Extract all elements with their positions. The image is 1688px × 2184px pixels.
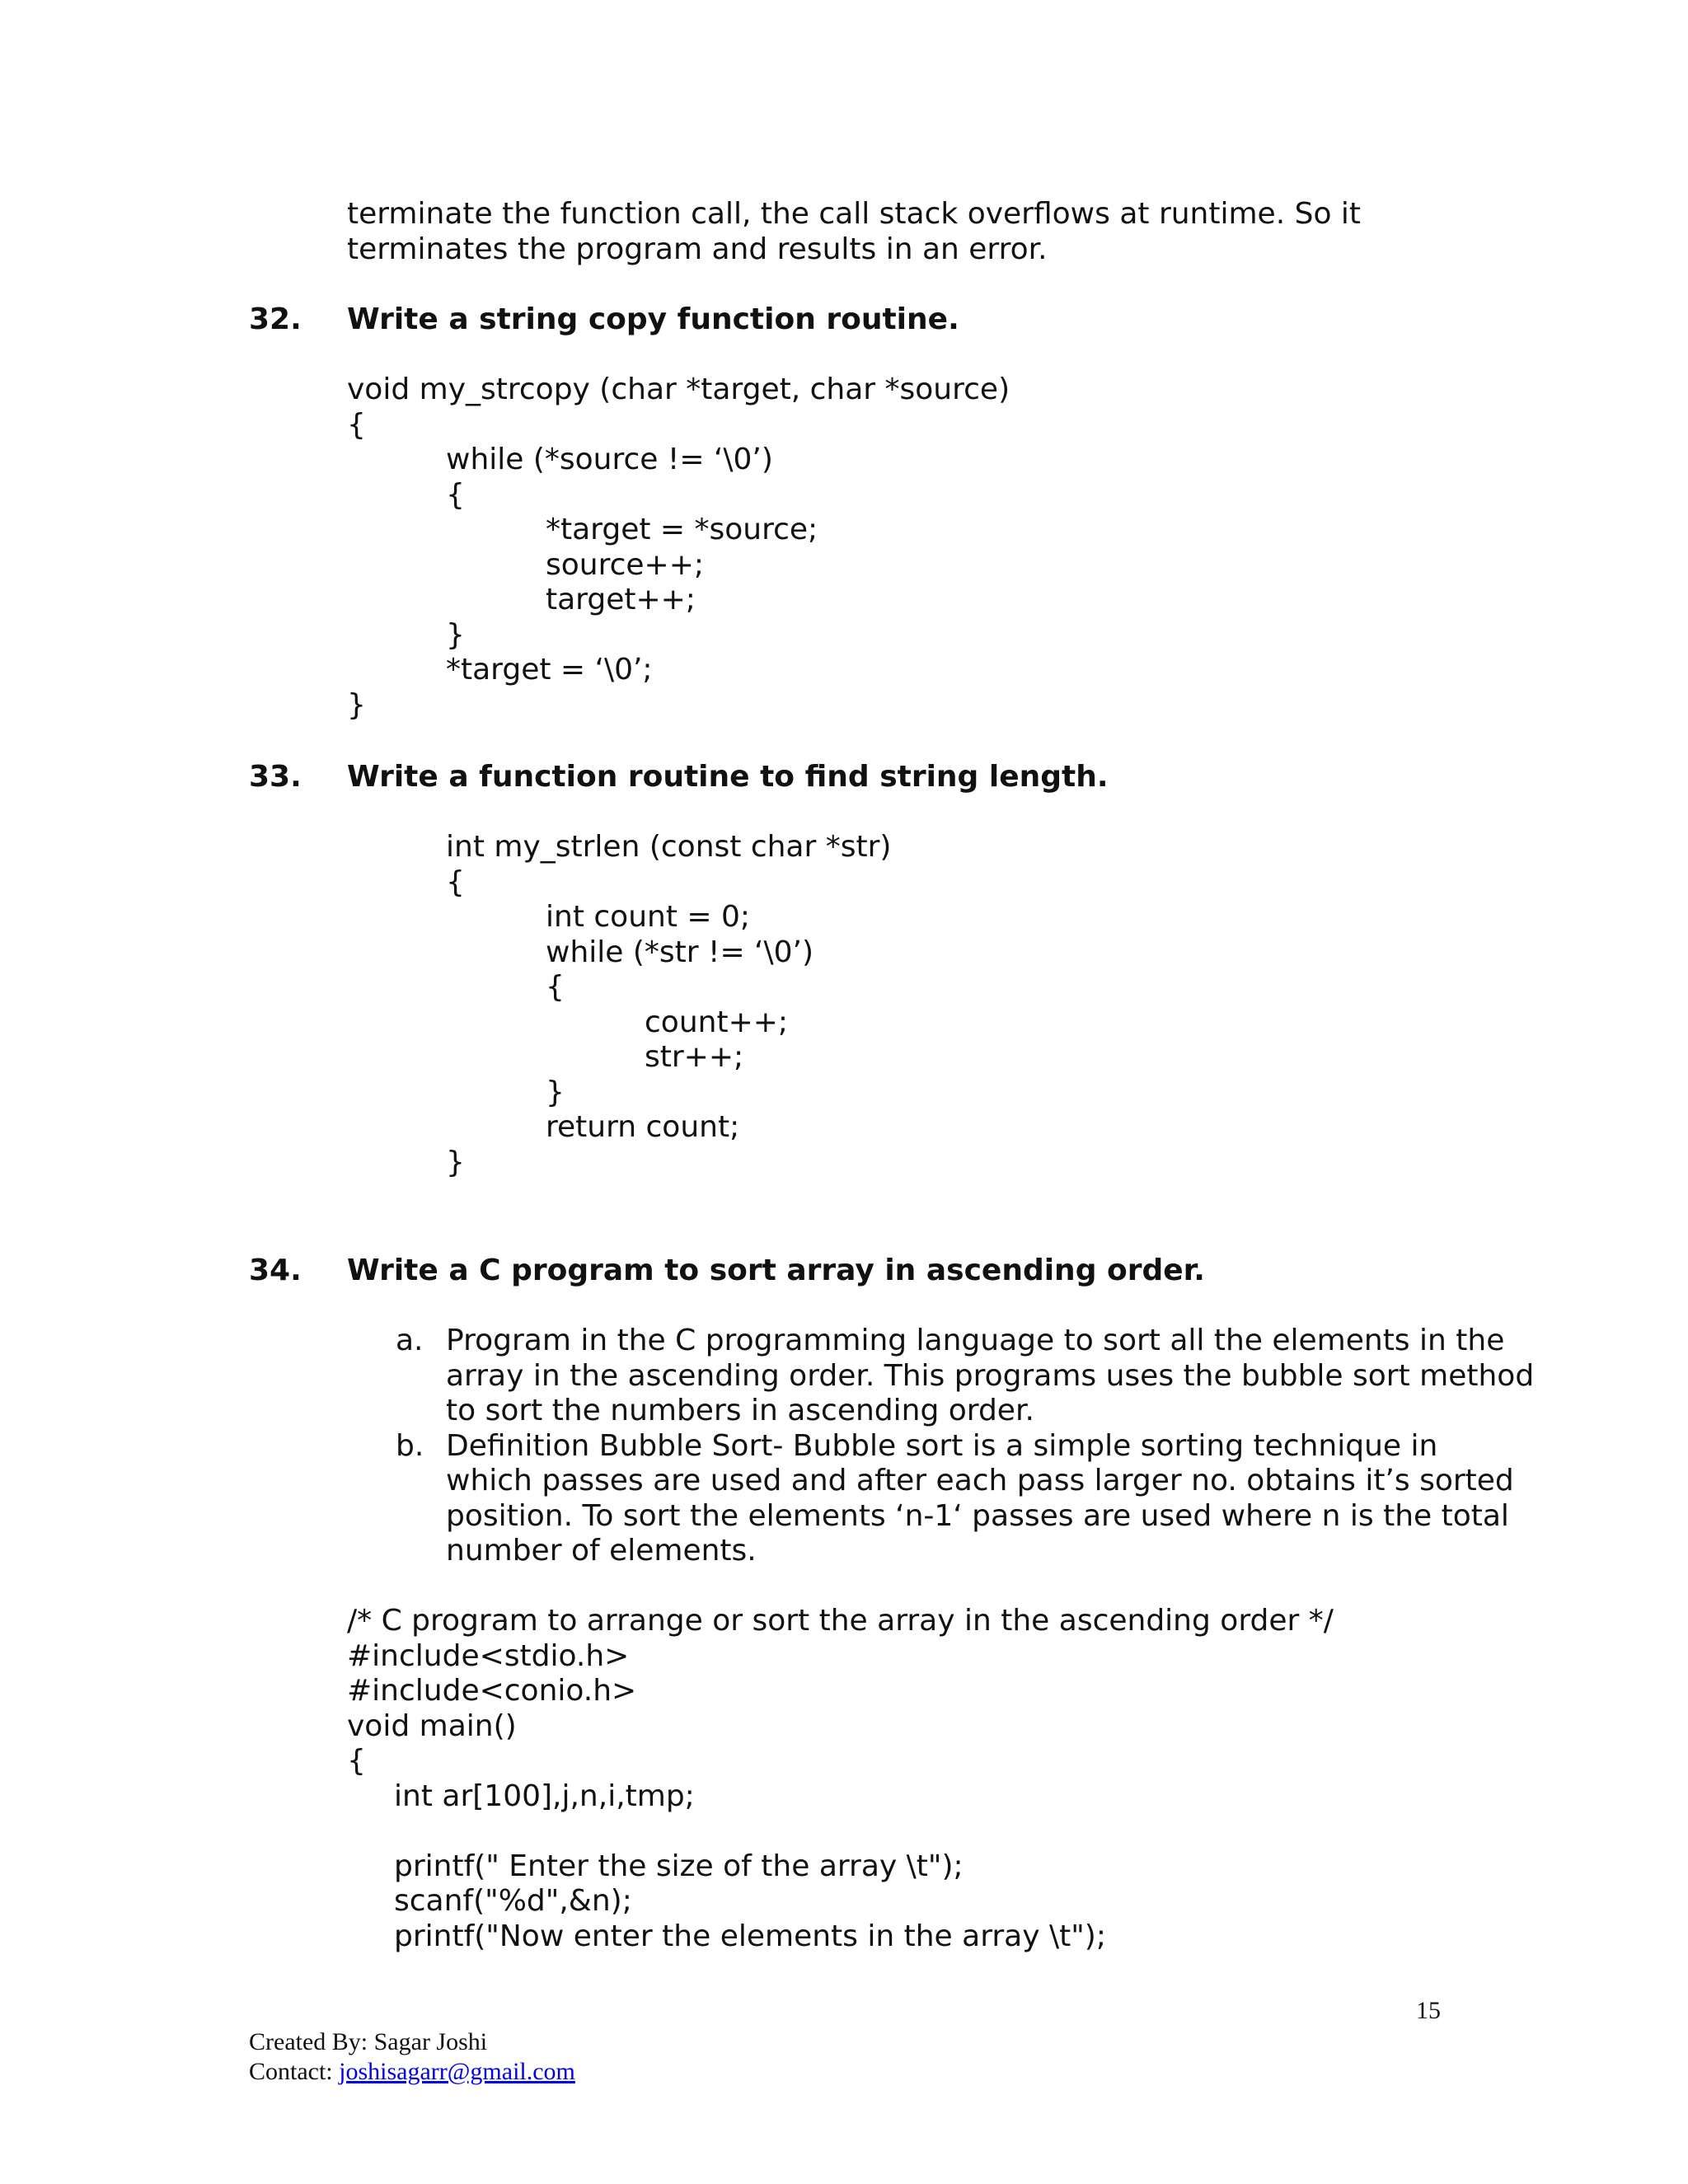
code-line: }	[446, 1146, 465, 1179]
code-line: scanf("%d",&n);	[394, 1884, 632, 1918]
code-line: void main()	[347, 1709, 517, 1743]
q33-number: 33.	[249, 760, 302, 794]
code-line: int my_strlen (const char *str)	[446, 830, 892, 864]
code-line: str++;	[645, 1040, 744, 1074]
code-line: {	[446, 478, 465, 512]
list-item-b-line: which passes are used and after each pass larger no. obtains it’s sorted	[446, 1464, 1514, 1497]
code-line: #include<stdio.h>	[347, 1639, 630, 1673]
code-line: }	[446, 618, 465, 652]
q32-heading: Write a string copy function routine.	[347, 302, 959, 336]
footer-contact-label: Contact:	[249, 2058, 340, 2085]
list-marker-b: b.	[396, 1429, 424, 1463]
list-marker-a: a.	[396, 1324, 424, 1357]
code-line: *target = *source;	[546, 513, 818, 546]
code-line: void my_strcopy (char *target, char *source)	[347, 373, 1010, 406]
page-number: 15	[1416, 1997, 1441, 2024]
list-item-b-line: position. To sort the elements ‘n-1‘ passes are used where n is the total	[446, 1499, 1509, 1533]
q34-heading: Write a C program to sort array in ascending order.	[347, 1254, 1205, 1287]
code-line: {	[446, 865, 465, 899]
code-line: #include<conio.h>	[347, 1674, 637, 1708]
code-line: {	[347, 1744, 366, 1778]
footer-created-by: Created By: Sagar Joshi	[249, 2028, 488, 2055]
q33-heading: Write a function routine to find string length.	[347, 760, 1109, 794]
list-item-a-line: array in the ascending order. This programs uses the bubble sort method	[446, 1359, 1535, 1393]
code-line: return count;	[546, 1110, 740, 1144]
footer-contact	[249, 2057, 575, 2087]
intro-line-1: terminate the function call, the call stack overflows at runtime. So it	[347, 197, 1362, 231]
code-line: int ar[100],j,n,i,tmp;	[394, 1779, 695, 1813]
intro-line-2: terminates the program and results in an error.	[347, 232, 1048, 266]
list-item-a-line: Program in the C programming language to sort all the elements in the	[446, 1324, 1505, 1357]
q32-number: 32.	[249, 302, 302, 336]
list-item-a-line: to sort the numbers in ascending order.	[446, 1394, 1034, 1427]
code-line: int count = 0;	[546, 900, 751, 934]
code-line: }	[546, 1076, 565, 1109]
list-item-b-line: number of elements.	[446, 1534, 757, 1568]
code-line: {	[347, 408, 366, 442]
code-line: printf(" Enter the size of the array \t");	[394, 1849, 964, 1883]
q34-number: 34.	[249, 1254, 302, 1287]
code-line: /* C program to arrange or sort the array in the ascending order */	[347, 1604, 1334, 1638]
code-line: printf("Now enter the elements in the array \t");	[394, 1919, 1106, 1953]
code-line: *target = ‘\0’;	[446, 653, 653, 687]
code-line: while (*str != ‘\0’)	[546, 935, 814, 969]
list-item-b-line: Definition Bubble Sort- Bubble sort is a simple sorting technique in	[446, 1429, 1438, 1463]
code-line: target++;	[546, 583, 696, 616]
code-line: while (*source != ‘\0’)	[446, 443, 773, 476]
code-line: count++;	[645, 1005, 789, 1039]
code-line: source++;	[546, 548, 705, 582]
code-line: }	[347, 688, 366, 722]
contact-email-link[interactable]: joshisagarr@gmail.com	[339, 2058, 575, 2085]
code-line: {	[546, 970, 565, 1004]
